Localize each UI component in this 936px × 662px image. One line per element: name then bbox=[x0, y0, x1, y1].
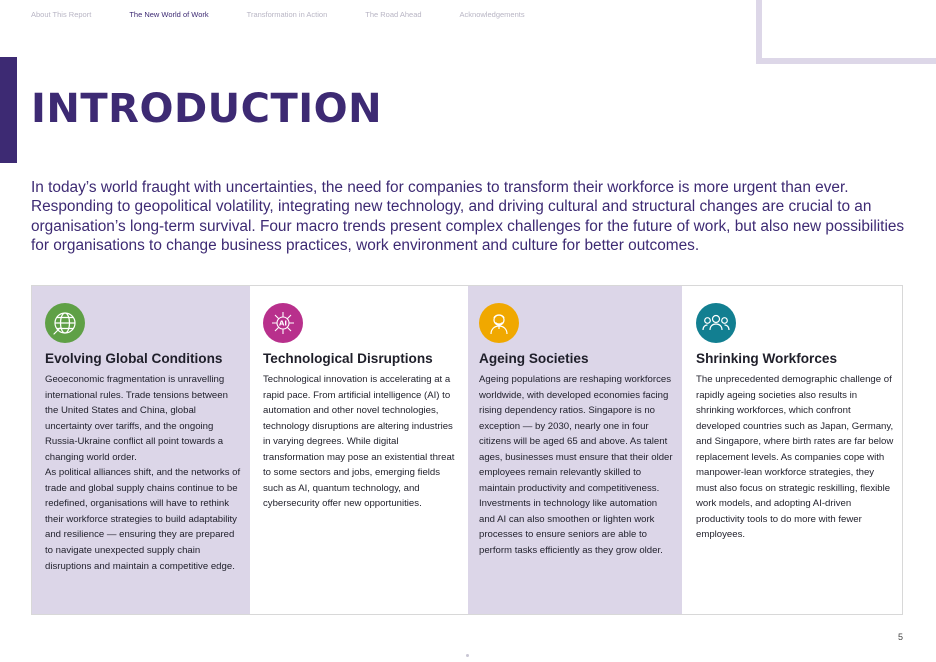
nav-item-transformation-in-action[interactable]: Transformation in Action bbox=[246, 10, 328, 19]
card-title: Evolving Global Conditions bbox=[45, 351, 223, 366]
top-navigation bbox=[31, 10, 563, 19]
card-ageing-societies bbox=[468, 286, 682, 614]
globe-icon bbox=[45, 303, 85, 343]
nav-item-the-new-world-of-work[interactable]: The New World of Work bbox=[129, 10, 209, 19]
card-title: Shrinking Workforces bbox=[696, 351, 838, 366]
card-shrinking-workforces bbox=[682, 286, 902, 614]
group-of-people-icon bbox=[696, 303, 736, 343]
svg-text:AI: AI bbox=[278, 319, 288, 328]
title-accent-bar bbox=[0, 57, 17, 163]
nav-item-about-this-report[interactable]: About This Report bbox=[31, 10, 92, 19]
ai-icon bbox=[263, 303, 303, 343]
macro-trends-panel bbox=[31, 285, 903, 615]
card-title: Technological Disruptions bbox=[263, 351, 433, 366]
card-body: Ageing populations are reshaping workforces worldwide, with developed economies facing rising dependency ratios. Singapore is no exception — by 2030, nearly one in four citizens will be aged 65 and above. As talent ages, businesses must ensure that their older employees remain relevantly skilled to maintain productivity and competitiveness. Investments in technology like automation and AI can also smoothen or lighten work processes to ensure seniors are able to perform tasks efficiently as they grow older. bbox=[479, 374, 673, 557]
intro-paragraph: In today’s world fraught with uncertainties, the need for companies to transform their workforce is more urgent than ever. Responding to geopolitical volatility, integrating new technology, and driving cultural and structural changes are crucial to an organisation’s long-term survival. Four macro trends present complex challenges for the future of work, but also new possibilities for organisations to change business practices, work environment and culture for better outcomes. bbox=[31, 179, 905, 254]
card-body: The unprecedented demographic challenge of rapidly ageing societies also results in shrinking workforces, which confront developed countries such as Japan, Germany, and Singapore, where birth rates are far below replacement levels. As companies cope with manpower-lean workforce strategies, they must also focus on strategic reskilling, flexible work models, and adopting AI-driven productivity tools to do more with fewer employees. bbox=[696, 374, 894, 541]
card-body-continued: As political alliances shift, and the networks of trade and global supply chains continue to be redefined, organisations will have to rethink their workforce strategies to build adaptability and resilience — ensuring they are prepared to navigate unexpected supply chain disruptions and maintain a competitive edge. bbox=[45, 467, 241, 572]
page-indicator-dot bbox=[466, 654, 469, 657]
nav-item-the-road-ahead[interactable]: The Road Ahead bbox=[365, 10, 422, 19]
nav-item-acknowledgements[interactable]: Acknowledgements bbox=[459, 10, 525, 19]
corner-frame-decoration bbox=[756, 0, 936, 64]
card-evolving-global-conditions bbox=[32, 286, 250, 614]
card-body: Technological innovation is accelerating at a rapid pace. From artificial intelligence (AI) to automation and other novel technologies, technology disruptions are altering industries in varying degrees. While digital transformation may pose an existential threat to some sectors and jobs, emerging fields such as AI, quantum technology, and cybersecurity offer new opportunities. bbox=[263, 374, 455, 510]
page-title: INTRODUCTION bbox=[31, 86, 383, 132]
card-technological-disruptions bbox=[250, 286, 468, 614]
card-title: Ageing Societies bbox=[479, 351, 589, 366]
page-number: 5 bbox=[898, 632, 904, 642]
elderly-person-icon bbox=[479, 303, 519, 343]
card-body: Geoeconomic fragmentation is unravelling international rules. Trade tensions between the United States and China, global uncertainty over tariffs, and the ongoing Russia-Ukraine conflict all point towards a changing world order. bbox=[45, 374, 228, 463]
